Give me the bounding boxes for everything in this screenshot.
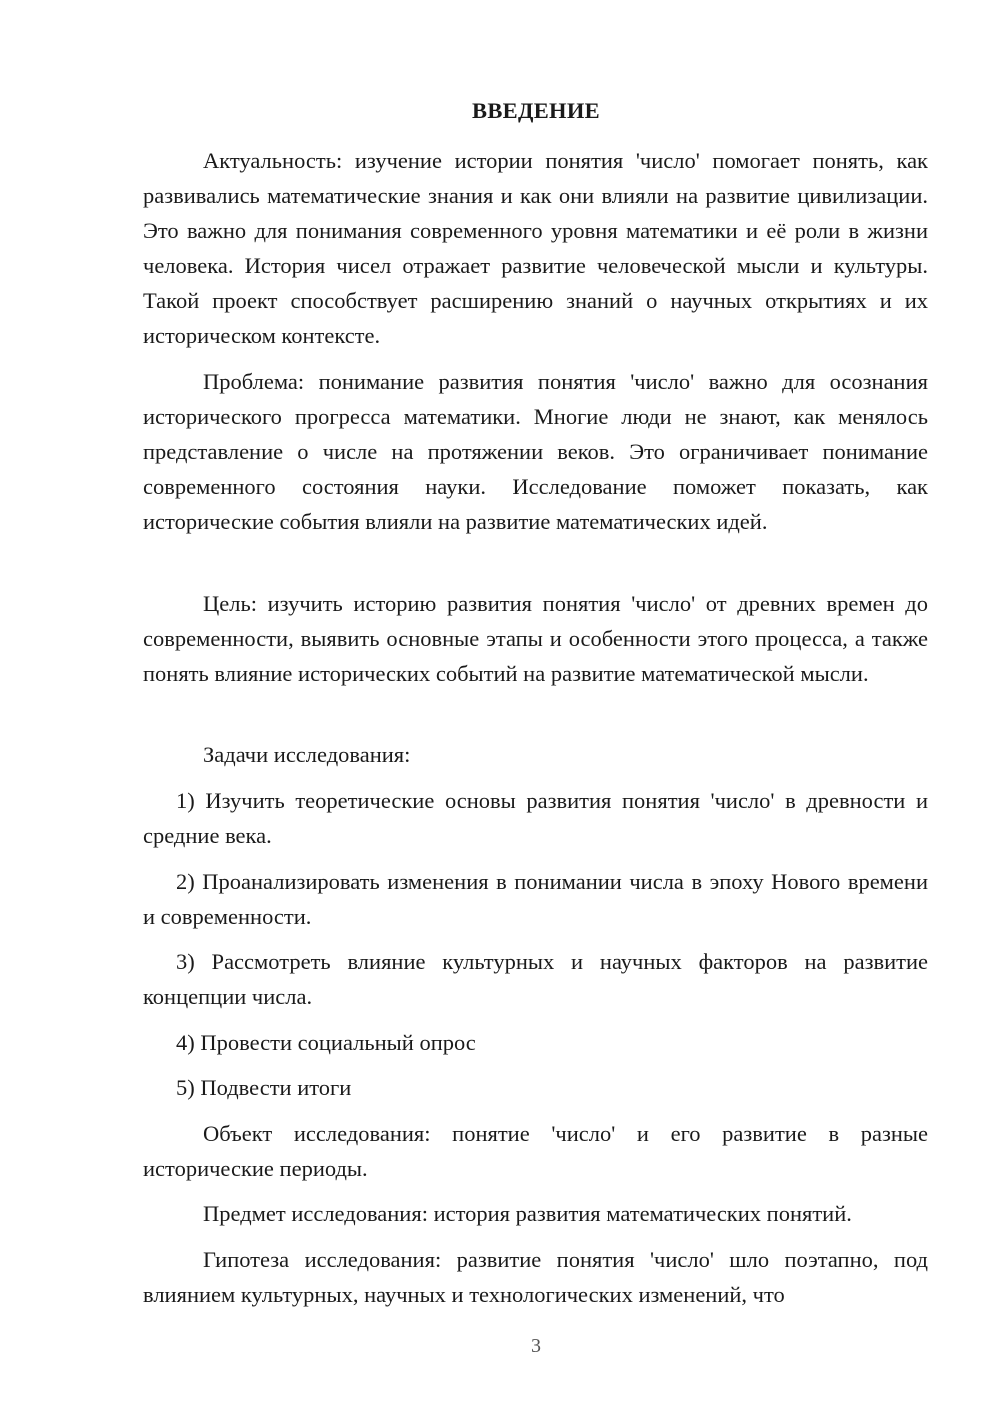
task-item-1: 1) Изучить теоретические основы развития понятия 'число' в древности и средние века. [143, 788, 928, 848]
task-item-3: 3) Рассмотреть влияние культурных и научных факторов на развитие концепции числа. [143, 949, 928, 1009]
task-item-4: 4) Провести социальный опрос [176, 1030, 476, 1055]
tasks-heading-paragraph: Задачи исследования: [203, 742, 411, 767]
goal-paragraph: Цель: изучить историю развития понятия 'число' от древних времен до современности, выявить основные этапы и особенности этого процесса, а также понять влияние исторических событий на развитие математической мысли. [143, 591, 928, 686]
section-heading: ВВЕДЕНИЕ [472, 98, 600, 123]
problem-paragraph: Проблема: понимание развития понятия 'число' важно для осознания исторического прогресса математики. Многие люди не знают, как менялось представление о числе на протяжении веков. Это ограничивает понимание современного состояния науки. Исследование поможет показать, как исторические события влияли на развитие математических идей. [143, 369, 928, 534]
page-number: 3 [531, 1335, 541, 1357]
task-item-2: 2) Проанализировать изменения в понимании числа в эпоху Нового времени и современности. [143, 869, 928, 929]
object-paragraph: Объект исследования: понятие 'число' и его развитие в разные исторические периоды. [143, 1121, 928, 1181]
subject-paragraph: Предмет исследования: история развития математических понятий. [203, 1201, 852, 1226]
hypothesis-paragraph: Гипотеза исследования: развитие понятия 'число' шло поэтапно, под влиянием культурных, научных и технологических изменений, что [143, 1247, 928, 1307]
relevance-paragraph: Актуальность: изучение истории понятия 'число' помогает понять, как развивались математические знания и как они влияли на развитие цивилизации. Это важно для понимания современного уровня математики и её роли в жизни человека. История чисел отражает развитие человеческой мысли и культуры. Такой проект способствует расширению знаний о научных открытиях и их историческом контексте. [143, 148, 928, 348]
task-item-5: 5) Подвести итоги [176, 1075, 352, 1100]
